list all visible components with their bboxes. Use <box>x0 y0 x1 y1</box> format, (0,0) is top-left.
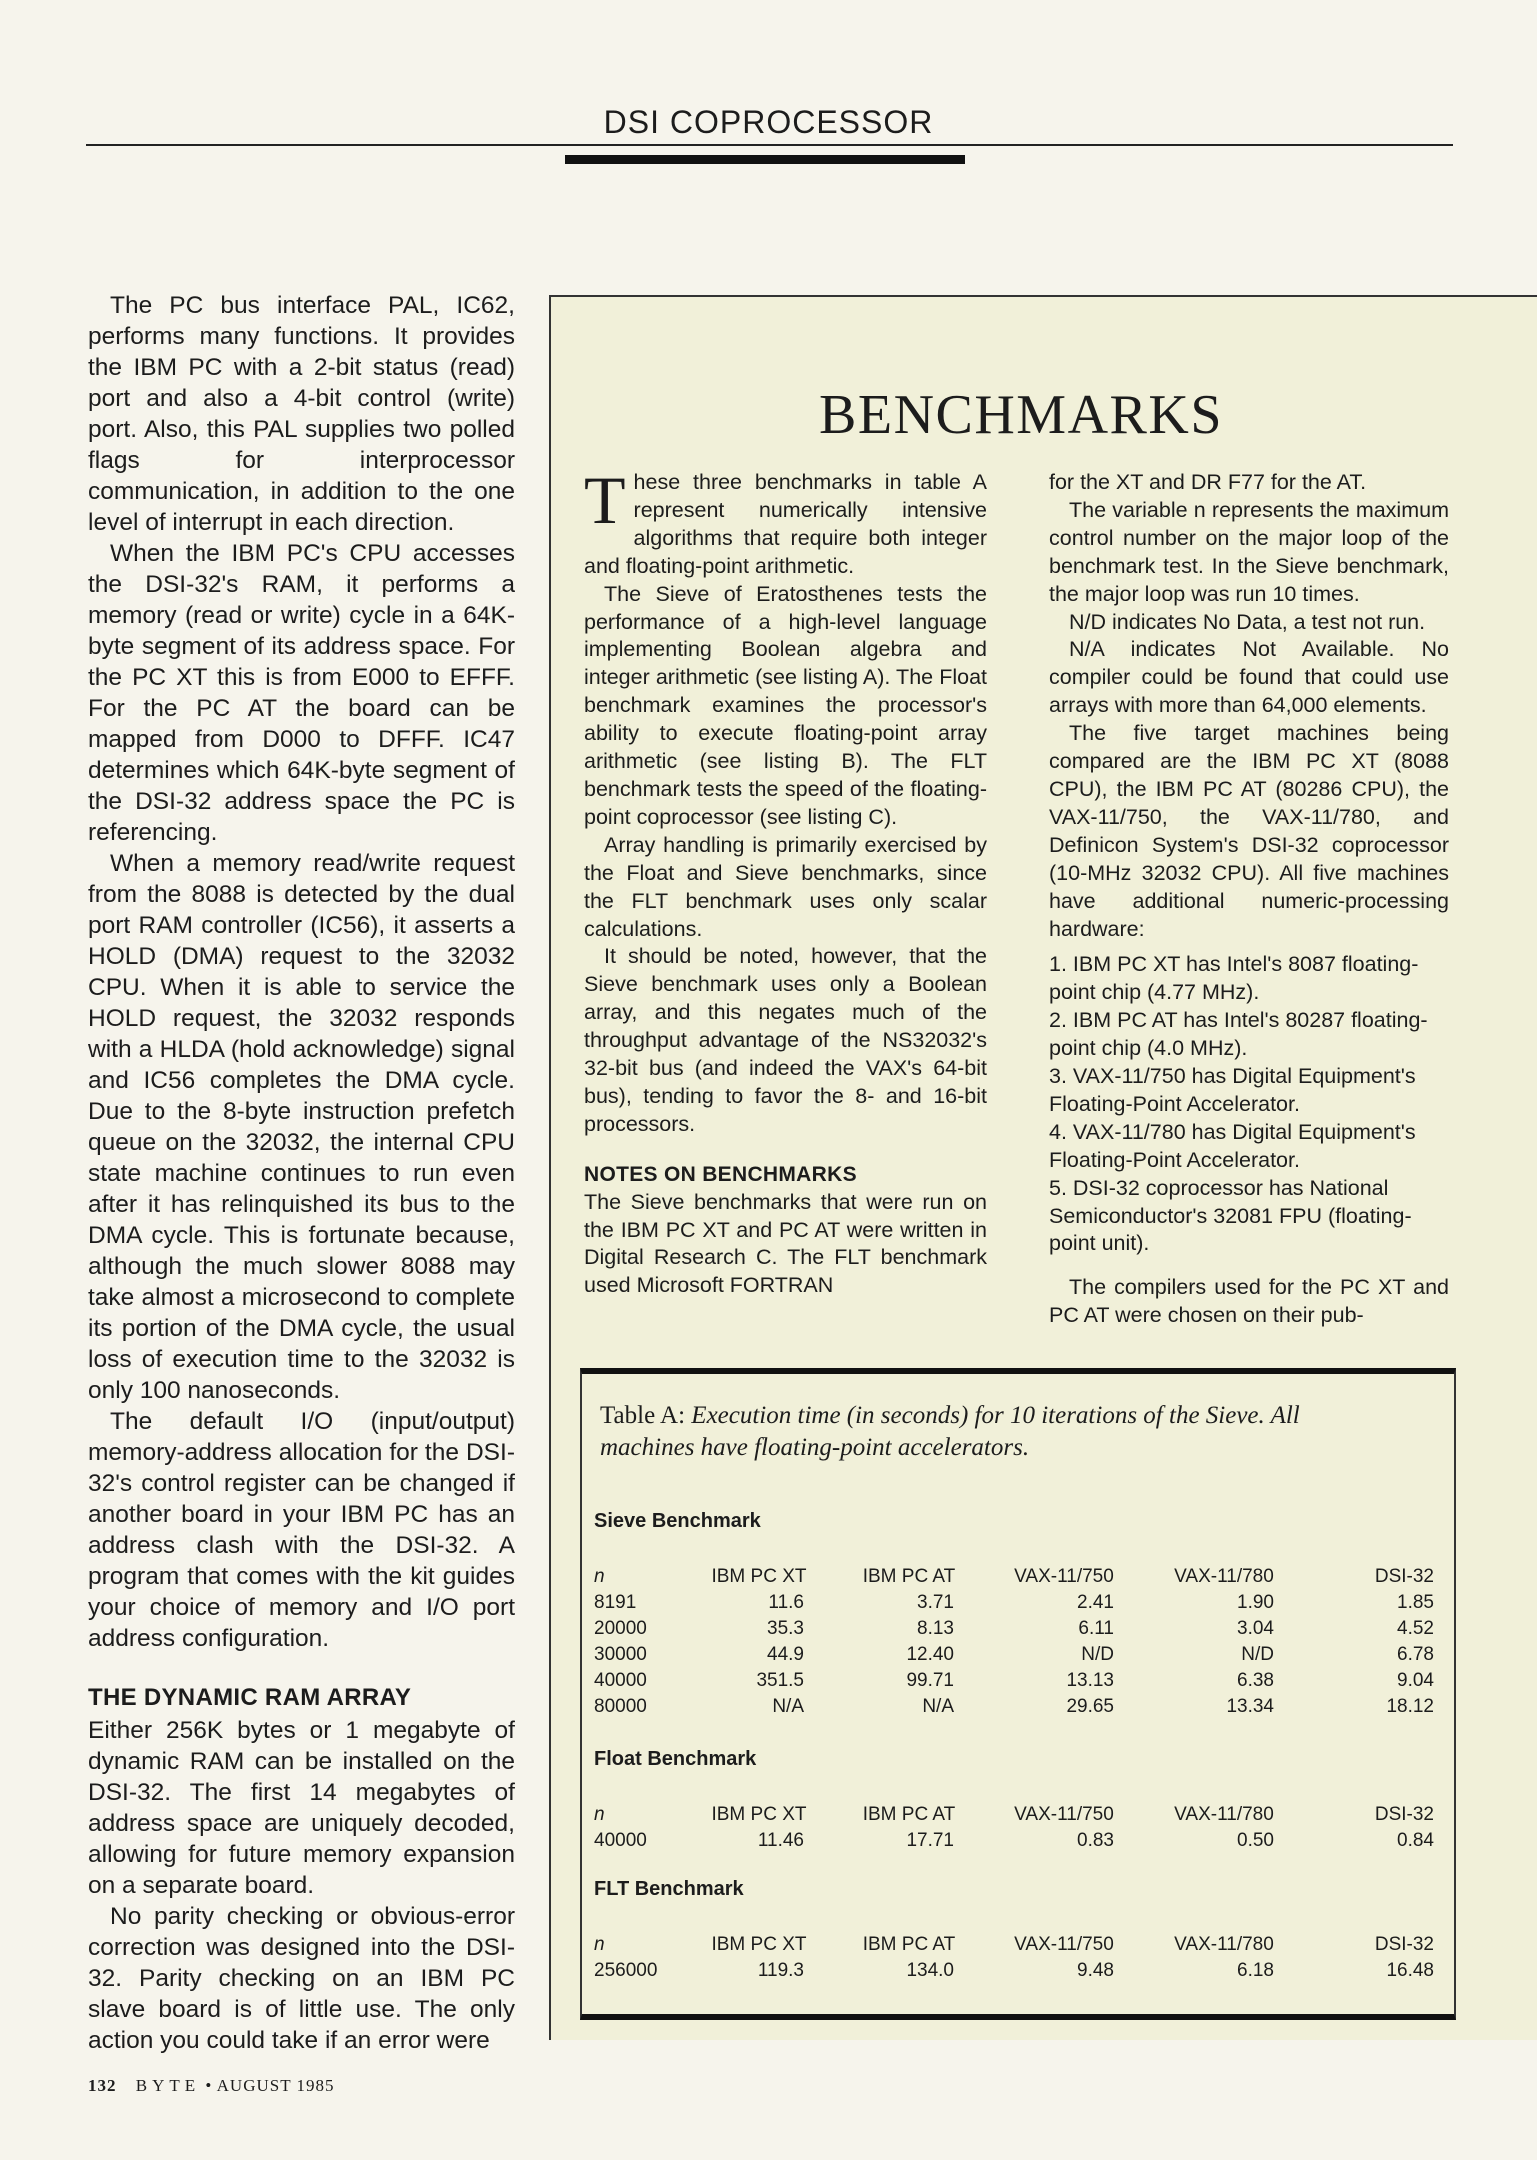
sidebar-paragraph: Array handling is primarily exercised by the Float and Sieve benchmarks, since the FLT benchmark uses only scalar calculations. <box>584 832 987 941</box>
float-table <box>594 1802 1434 1854</box>
column-header: IBM PC AT <box>862 1934 956 1955</box>
sidebar-paragraph-text: hese three benchmarks in table A represent numerically intensive algorithms that require both integer and floating-point arithmetic. <box>584 470 987 578</box>
column-header: n <box>594 1566 605 1587</box>
table-cell: 6.11 <box>1078 1618 1114 1639</box>
table-cell: 35.3 <box>767 1618 804 1639</box>
column-header: DSI-32 <box>1374 1804 1434 1825</box>
table-cell: 9.48 <box>1077 1960 1114 1981</box>
sidebar-paragraph: The Sieve benchmarks that were run on the IBM PC XT and PC AT were written in Digital Research C. The FLT benchmark used Microsoft FORTRAN <box>584 1189 987 1298</box>
column-header: IBM PC XT <box>711 1566 807 1587</box>
sidebar-paragraph: for the XT and DR F77 for the AT. <box>1049 470 1367 494</box>
table-cell: 11.46 <box>757 1830 804 1851</box>
list-item: 2. IBM PC AT has Intel's 80287 floating-point chip (4.0 MHz). <box>1049 1008 1428 1061</box>
table-cell: 18.12 <box>1386 1696 1434 1717</box>
table-cell: 119.3 <box>757 1960 804 1981</box>
table-cell: 8.13 <box>917 1618 954 1639</box>
column-header: VAX-11/780 <box>1174 1804 1274 1825</box>
flt-title: FLT Benchmark <box>594 1878 744 1900</box>
column-header: VAX-11/780 <box>1174 1934 1274 1955</box>
table-cell: N/A <box>772 1696 804 1717</box>
list-item: 4. VAX-11/780 has Digital Equipment's Floating-Point Accelerator. <box>1049 1119 1416 1172</box>
table-cell: N/D <box>1241 1644 1274 1665</box>
sidebar-paragraph: N/D indicates No Data, a test not run. <box>1069 609 1426 634</box>
column-header: n <box>594 1804 605 1825</box>
table-cell: 12.40 <box>906 1644 954 1665</box>
left-paragraph: The PC bus interface PAL, IC62, performs many functions. It provides the IBM PC with a 2-bit status (read) port and also a 4-bit control (write) port. Also, this PAL supplies two polled flags for interprocessor communication, in addition to the one level of interrupt in each direction. <box>88 292 515 536</box>
sidebar-paragraph: N/A indicates Not Available. No compiler could be found that could use arrays with more than 64,000 elements. <box>1049 637 1449 718</box>
header-bar <box>565 155 965 164</box>
table-cell: 80000 <box>594 1696 647 1717</box>
column-header: VAX-11/750 <box>1014 1934 1114 1955</box>
float-title: Float Benchmark <box>594 1748 757 1770</box>
sidebar-paragraph: The compilers used for the PC XT and PC AT were chosen on their pub- <box>1049 1275 1449 1328</box>
table-cell: 44.9 <box>767 1644 804 1665</box>
list-item: 3. VAX-11/750 has Digital Equipment's Floating-Point Accelerator. <box>1049 1064 1416 1116</box>
sieve-title: Sieve Benchmark <box>594 1510 761 1532</box>
list-item: 5. DSI-32 coprocessor has National Semiconductor's 32081 FPU (floating-point unit). <box>1049 1175 1412 1256</box>
page-footer <box>88 2076 335 2096</box>
table-a <box>580 1368 1456 2020</box>
caption-lead: Table A: <box>600 1402 686 1429</box>
issue-date: AUGUST 1985 <box>216 2076 335 2095</box>
table-cell: 134.0 <box>906 1960 954 1981</box>
table-cell: 6.18 <box>1237 1960 1274 1981</box>
drop-cap: T <box>584 462 626 538</box>
sidebar-middle-column <box>584 462 987 1300</box>
header-rule <box>86 144 1453 146</box>
column-header: IBM PC XT <box>711 1804 807 1825</box>
sieve-table <box>594 1564 1434 1720</box>
left-column <box>88 290 515 2056</box>
sidebar-paragraph <box>584 462 987 581</box>
column-header: DSI-32 <box>1374 1934 1434 1955</box>
section-heading: THE DYNAMIC RAM ARRAY <box>88 1684 412 1711</box>
sidebar-paragraph: The Sieve of Eratosthenes tests the performance of a high-level language implementing Boolean algebra and integer arithmetic (see listing A). The Float benchmark examines the processor's ability to execute floating-point array arithmetic (see listing B). The FLT benchmark tests the speed of the floating-point coprocessor (see listing C). <box>584 581 987 829</box>
flt-table <box>594 1932 1434 1984</box>
column-header: IBM PC AT <box>862 1804 956 1825</box>
table-header-row <box>594 1564 1434 1590</box>
left-paragraph: Either 256K bytes or 1 megabyte of dynamic RAM can be installed on the DSI-32. The first 14 megabytes of address space are uniquely decoded, allowing for future memory expansion on a separate board. <box>88 1717 515 1899</box>
table-cell: 20000 <box>594 1618 647 1639</box>
column-header: IBM PC AT <box>862 1566 956 1587</box>
table-cell: 6.38 <box>1237 1670 1274 1691</box>
left-paragraph: When a memory read/write request from the 8088 is detected by the dual port RAM controller (IC56), it asserts a HOLD (DMA) request to the 32032 CPU. When it is able to service the HOLD request, the 32032 responds with a HLDA (hold acknowledge) signal and IC56 completes the DMA cycle. Due to the 8-byte instruction prefetch queue on the 32032, the internal CPU state machine continues to run even after it has relinquished its bus to the DMA cycle. This is fortunate because, although the much slower 8088 may take almost a microsecond to complete its portion of the DMA cycle, the usual loss of execution time to the 32032 is only 100 nanoseconds. <box>88 850 515 1404</box>
table-cell: 3.71 <box>917 1592 954 1613</box>
table-row <box>594 1958 1434 1984</box>
table-row <box>594 1694 1434 1720</box>
table-cell: 13.34 <box>1226 1696 1274 1717</box>
table-cell: 40000 <box>594 1670 647 1691</box>
table-row <box>594 1590 1434 1616</box>
table-cell: 40000 <box>594 1830 647 1851</box>
table-cell: 3.04 <box>1237 1618 1274 1639</box>
table-cell: 9.04 <box>1397 1670 1434 1691</box>
table-cell: 99.71 <box>906 1670 954 1691</box>
list-item: 1. IBM PC XT has Intel's 8087 floating-point chip (4.77 MHz). <box>1049 952 1419 1005</box>
table-cell: N/D <box>1081 1644 1114 1665</box>
page-number: 132 <box>88 2076 117 2095</box>
table-cell: 29.65 <box>1066 1696 1114 1717</box>
sidebar-title: BENCHMARKS <box>819 384 1223 446</box>
machine-list <box>1049 951 1449 1258</box>
table-cell: 6.78 <box>1397 1644 1434 1665</box>
column-header: DSI-32 <box>1374 1566 1434 1587</box>
table-header-row <box>594 1802 1434 1828</box>
sidebar-paragraph: It should be noted, however, that the Sieve benchmark uses only a Boolean array, and this negates much of the throughput advantage of the NS32032's 32-bit bus (and indeed the VAX's 64-bit bus), tending to favor the 8- and 16-bit processors. <box>584 944 987 1136</box>
table-cell: 0.83 <box>1077 1830 1114 1851</box>
table-cell: N/A <box>922 1696 954 1717</box>
table-row <box>594 1668 1434 1694</box>
column-header: VAX-11/750 <box>1014 1566 1114 1587</box>
footer-separator: • <box>205 2076 213 2095</box>
table-cell: 256000 <box>594 1960 658 1981</box>
sidebar-right-column <box>1049 469 1449 1330</box>
left-paragraph: When the IBM PC's CPU accesses the DSI-32's RAM, it performs a memory (read or write) cycle in a 64K-byte segment of its address space. For the PC XT this is from E000 to EFFF. For the PC AT the board can be mapped from D000 to DFFF. IC47 determines which 64K-byte segment of the DSI-32 address space the PC is referencing. <box>88 540 515 846</box>
table-cell: 351.5 <box>756 1670 804 1691</box>
sidebar-paragraph: The five target machines being compared are the IBM PC XT (8088 CPU), the IBM PC AT (80286 CPU), the VAX-11/750, the VAX-11/780, and Definicon System's DSI-32 coprocessor (10-MHz 32032 CPU). All five machines have additional numeric-processing hardware: <box>1049 721 1449 941</box>
left-paragraph: No parity checking or obvious-error correction was designed into the DSI-32. Parity checking on an IBM PC slave board is of little use. The only action you could take if an error were <box>88 1903 515 2054</box>
sidebar-paragraph: The variable n represents the maximum control number on the major loop of the benchmark test. In the Sieve benchmark, the major loop was run 10 times. <box>1049 497 1449 606</box>
table-cell: 13.13 <box>1066 1670 1114 1691</box>
table-cell: 0.84 <box>1397 1830 1434 1851</box>
magazine-name: BYTE <box>135 2076 201 2095</box>
table-cell: 30000 <box>594 1644 647 1665</box>
column-header: IBM PC XT <box>711 1934 807 1955</box>
notes-heading: NOTES ON BENCHMARKS <box>584 1162 857 1186</box>
table-cell: 16.48 <box>1386 1960 1434 1981</box>
page-header-title: DSI COPROCESSOR <box>603 104 934 140</box>
table-cell: 4.52 <box>1397 1618 1434 1639</box>
column-header: VAX-11/780 <box>1174 1566 1274 1587</box>
caption-text: Execution time (in seconds) for 10 iterations of the Sieve. All machines have floating-point accelerators. <box>600 1402 1300 1461</box>
left-paragraph: The default I/O (input/output) memory-address allocation for the DSI-32's control register can be changed if another board in your IBM PC has an address clash with the DSI-32. A program that comes with the kit guides your choice of memory and I/O port address configuration. <box>88 1408 515 1652</box>
table-cell: 11.6 <box>768 1592 804 1613</box>
table-cell: 1.90 <box>1237 1592 1274 1613</box>
table-cell: 1.85 <box>1397 1592 1434 1613</box>
table-row <box>594 1616 1434 1642</box>
table-cell: 2.41 <box>1077 1592 1114 1613</box>
table-row <box>594 1828 1434 1854</box>
table-cell: 0.50 <box>1237 1830 1274 1851</box>
table-row <box>594 1642 1434 1668</box>
column-header: VAX-11/750 <box>1014 1804 1114 1825</box>
table-cell: 17.71 <box>906 1830 954 1851</box>
table-header-row <box>594 1932 1434 1958</box>
table-caption <box>600 1400 1360 1464</box>
column-header: n <box>594 1934 605 1955</box>
table-cell: 8191 <box>594 1592 637 1613</box>
